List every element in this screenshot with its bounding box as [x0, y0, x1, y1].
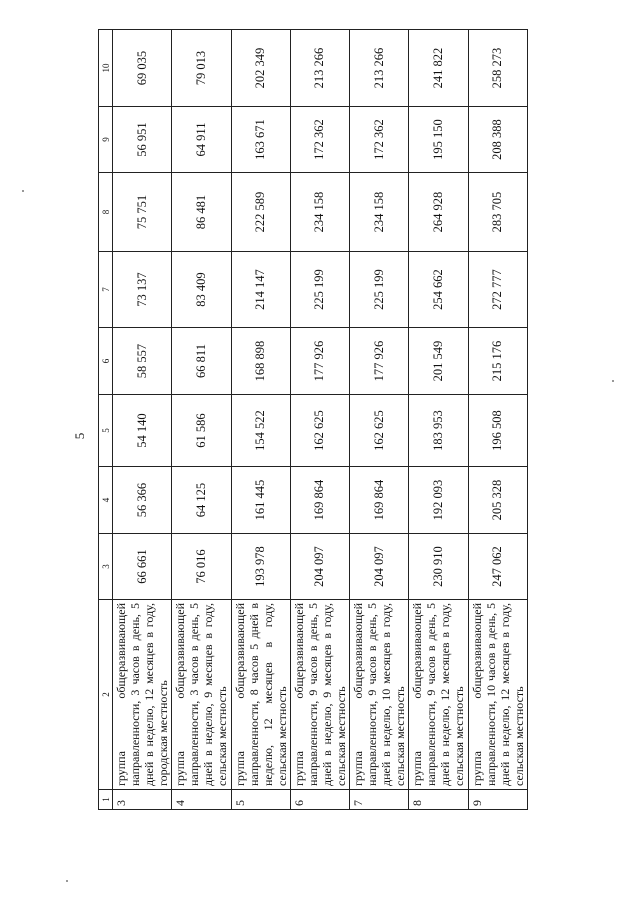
row-description: группа общеразвивающей направленности, 9 часов в день, 5 дней в неделю, 10 месяцев в году, сельская местность [350, 600, 409, 790]
row-number: 4 [172, 790, 231, 810]
column-header: 2 [99, 600, 113, 790]
table-cell: 83 409 [172, 252, 231, 328]
column-header: 6 [99, 328, 113, 395]
table-cell: 241 822 [409, 30, 468, 107]
column-header: 1 [99, 790, 113, 810]
table-cell: 168 898 [231, 328, 290, 395]
row-number: 9 [468, 790, 527, 810]
table-cell: 205 328 [468, 467, 527, 534]
table-cell: 193 978 [231, 534, 290, 600]
table-cell: 69 035 [113, 30, 172, 107]
row-description: группа общеразвивающей направленности, 8 часов 5 дней в неделю, 12 месяцев в году, сельская местность [231, 600, 290, 790]
table-cell: 172 362 [290, 107, 349, 173]
column-header: 5 [99, 395, 113, 467]
table-cell: 79 013 [172, 30, 231, 107]
row-description: группа общеразвивающей направленности, 10 часов в день, 5 дней в неделю, 12 месяцев в году, сельская местность [468, 600, 527, 790]
column-header: 8 [99, 173, 113, 252]
table-cell: 204 097 [290, 534, 349, 600]
scan-speck [612, 380, 614, 382]
table-row [350, 30, 409, 810]
rotated-table-wrapper [98, 30, 528, 810]
table-cell: 86 481 [172, 173, 231, 252]
row-description: группа общеразвивающей направленности, 9 часов в день, 5 дней в неделю, 9 месяцев в году, сельская местность [290, 600, 349, 790]
column-header: 3 [99, 534, 113, 600]
table-cell: 214 147 [231, 252, 290, 328]
table-cell: 215 176 [468, 328, 527, 395]
table-cell: 172 362 [350, 107, 409, 173]
table-cell: 177 926 [290, 328, 349, 395]
table-cell: 195 150 [409, 107, 468, 173]
scan-speck [22, 190, 24, 192]
table-row [409, 30, 468, 810]
table-row [290, 30, 349, 810]
table-cell: 66 661 [113, 534, 172, 600]
page-number: 5 [72, 432, 87, 440]
table-cell: 56 951 [113, 107, 172, 173]
table-cell: 162 625 [290, 395, 349, 467]
column-header: 7 [99, 252, 113, 328]
table-cell: 230 910 [409, 534, 468, 600]
table-cell: 264 928 [409, 173, 468, 252]
table-row [231, 30, 290, 810]
table-cell: 202 349 [231, 30, 290, 107]
table-cell: 192 093 [409, 467, 468, 534]
row-description: группа общеразвивающей направленности, 3 часов в день, 5 дней в неделю, 12 месяцев в году, городская местность [113, 600, 172, 790]
table-cell: 75 751 [113, 173, 172, 252]
table-cell: 169 864 [350, 467, 409, 534]
table-cell: 76 016 [172, 534, 231, 600]
table-cell: 56 366 [113, 467, 172, 534]
table-cell: 54 140 [113, 395, 172, 467]
table-cell: 61 586 [172, 395, 231, 467]
table-row [113, 30, 172, 810]
column-header: 4 [99, 467, 113, 534]
table-cell: 66 811 [172, 328, 231, 395]
column-header: 9 [99, 107, 113, 173]
table-cell: 234 158 [350, 173, 409, 252]
table-cell: 234 158 [290, 173, 349, 252]
table-header-row [99, 30, 113, 810]
table-cell: 204 097 [350, 534, 409, 600]
column-header: 10 [99, 30, 113, 107]
table-cell: 169 864 [290, 467, 349, 534]
table-cell: 73 137 [113, 252, 172, 328]
table-cell: 225 199 [290, 252, 349, 328]
table-cell: 258 273 [468, 30, 527, 107]
table-cell: 196 508 [468, 395, 527, 467]
table-cell: 225 199 [350, 252, 409, 328]
table-cell: 247 062 [468, 534, 527, 600]
table-cell: 283 705 [468, 173, 527, 252]
table-cell: 154 522 [231, 395, 290, 467]
table-cell: 213 266 [350, 30, 409, 107]
table-row [172, 30, 231, 810]
table-row [468, 30, 527, 810]
row-number: 6 [290, 790, 349, 810]
row-number: 8 [409, 790, 468, 810]
table-cell: 163 671 [231, 107, 290, 173]
row-number: 7 [350, 790, 409, 810]
table-cell: 208 388 [468, 107, 527, 173]
row-description: группа общеразвивающей направленности, 3 часов в день, 5 дней в неделю, 9 месяцев в году, сельская местность [172, 600, 231, 790]
row-number: 5 [231, 790, 290, 810]
table-cell: 201 549 [409, 328, 468, 395]
table-cell: 161 445 [231, 467, 290, 534]
table-cell: 177 926 [350, 328, 409, 395]
table-cell: 222 589 [231, 173, 290, 252]
table-cell: 183 953 [409, 395, 468, 467]
table-cell: 162 625 [350, 395, 409, 467]
row-description: группа общеразвивающей направленности, 9 часов в день, 5 дней в неделю, 12 месяцев в году, сельская местность [409, 600, 468, 790]
table-cell: 64 125 [172, 467, 231, 534]
table-cell: 272 777 [468, 252, 527, 328]
table-cell: 213 266 [290, 30, 349, 107]
table-cell: 254 662 [409, 252, 468, 328]
table-cell: 58 557 [113, 328, 172, 395]
table-cell: 64 911 [172, 107, 231, 173]
data-table [98, 29, 528, 810]
scan-speck [66, 880, 68, 882]
row-number: 3 [113, 790, 172, 810]
